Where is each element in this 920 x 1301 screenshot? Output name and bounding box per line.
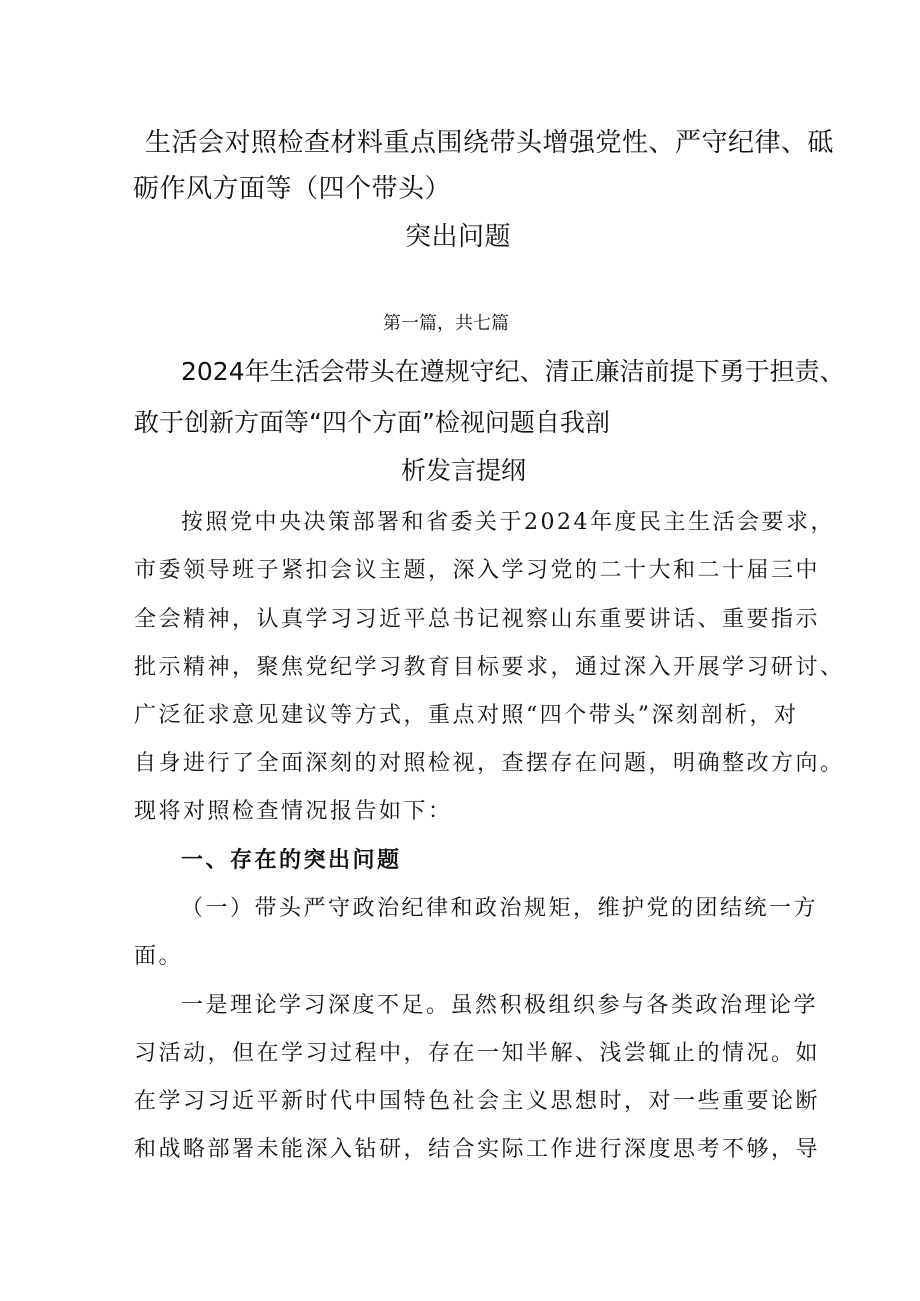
document-title-line-3: 突出问题 bbox=[405, 222, 512, 252]
intro-line-1: 按照党中央决策部署和省委关于2024年度民主生活会要求， bbox=[181, 510, 835, 535]
paragraph-line-3: 在学习习近平新时代中国特色社会主义思想时，对一些重要论断 bbox=[134, 1089, 821, 1114]
intro-line-7: 现将对照检查情况报告如下： bbox=[134, 799, 453, 824]
article-heading-line-1: 2024年生活会带头在遵规守纪、清正廉洁前提下勇于担责、 bbox=[181, 357, 845, 386]
paragraph-line-2: 习活动，但在学习过程中，存在一知半解、浅尝辄止的情况。如 bbox=[134, 1041, 821, 1066]
intro-line-3: 全会精神，认真学习习近平总书记视察山东重要讲话、重要指示 bbox=[134, 607, 821, 632]
section-heading: 一、存在的突出问题 bbox=[181, 847, 402, 873]
intro-line-6: 自身进行了全面深刻的对照检视，查摆存在问题，明确整改方向。 bbox=[134, 751, 845, 776]
paragraph-line-1: 一是理论学习深度不足。虽然积极组织参与各类政治理论学 bbox=[181, 993, 819, 1018]
intro-line-5: 广泛征求意见建议等方式，重点对照“四个带头”深刻剖析，对 bbox=[134, 703, 799, 728]
intro-line-4: 批示精神，聚焦党纪学习教育目标要求，通过深入开展学习研讨、 bbox=[134, 655, 845, 680]
document-title-line-2: 砺作风方面等（四个带头） bbox=[133, 174, 452, 204]
document-title-line-1: 生活会对照检查材料重点围绕带头增强党性、严守纪律、砥 bbox=[145, 128, 835, 158]
paragraph-line-4: 和战略部署未能深入钻研，结合实际工作进行深度思考不够，导 bbox=[134, 1137, 821, 1162]
article-heading-line-3: 析发言提纲 bbox=[401, 456, 527, 485]
article-heading-line-2: 敢于创新方面等“四个方面”检视问题自我剖 bbox=[134, 408, 610, 437]
subsection-line-1: （一）带头严守政治纪律和政治规矩，维护党的团结统一方 bbox=[181, 896, 819, 921]
intro-line-2: 市委领导班子紧扣会议主题，深入学习党的二十大和二十届三中 bbox=[134, 558, 821, 583]
subsection-line-2: 面。 bbox=[134, 944, 184, 969]
part-label: 第一篇，共七篇 bbox=[383, 313, 509, 334]
